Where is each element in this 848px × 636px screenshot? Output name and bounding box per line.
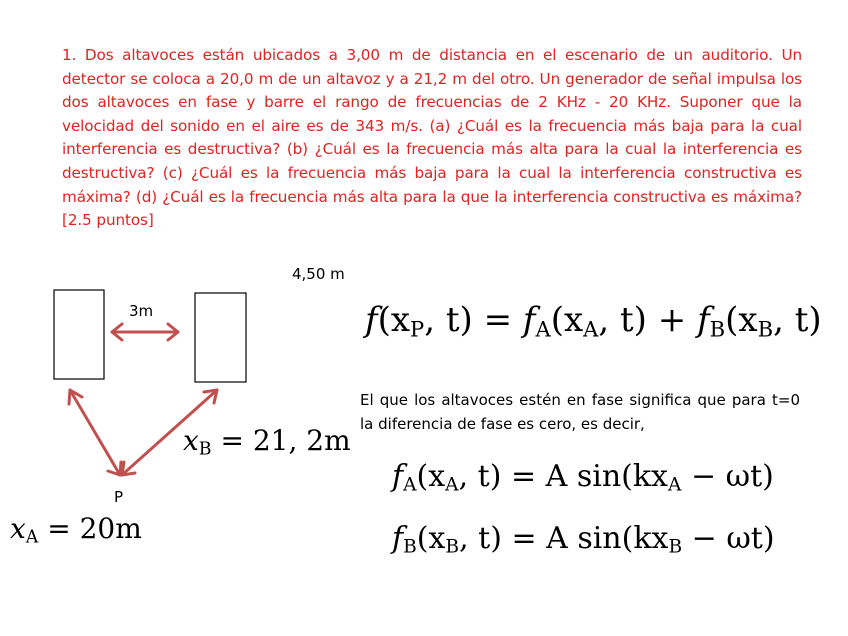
point-p-label: P xyxy=(114,488,124,506)
separation-label: 3m xyxy=(129,302,154,320)
superposition-equation: $f(x_P$, $t) = f_A(x_A$, $t) + f_B(x_B$, t) xyxy=(365,300,822,342)
xa-equation: $x_A = 20m$ xyxy=(10,512,142,548)
wave-b-equation: $f_B(x_B$, t) = A $\sin(kx_B - \omega t)$ xyxy=(392,521,775,558)
problem-statement: 1. Dos altavoces están ubicados a 3,00 m de distancia en el escenario de un auditorio. Un detector se coloca a 20,0 m de un altavoz y a 21,2 m del otro. Un generador de señal impulsa los dos altavoces en fase y barre el rango de frecuencias de 2 KHz - 20 KHz. Suponer que la velocidad del sonido en el aire es de 343 m/s. (a) ¿Cuál es la frecuencia más baja para la cual interferencia es destructiva? (b) ¿Cuál es la frecuencia más alta para la cual la interferencia es destructiva? (c) ¿Cuál es la frecuencia más baja para la cual la interferencia constructiva es máxima? (d) ¿Cuál es la frecuencia más alta para la que la interferencia constructiva es máxima? [2.5 puntos] xyxy=(62,46,802,230)
speaker-b xyxy=(195,293,246,382)
distance-arrow-a xyxy=(69,390,121,475)
wave-a-equation: $f_A(x_A$, t) = A $\sin(kx_A - \omega t)$ xyxy=(392,459,774,496)
stage-width-label: 4,50 m xyxy=(292,265,345,283)
phase-explanation: El que los altavoces estén en fase significa que para t=0 la diferencia de fase es cero, es decir, xyxy=(360,391,800,433)
speaker-a xyxy=(54,290,104,379)
xb-equation: $x_B = 21$, 2m xyxy=(183,424,351,460)
separation-arrow xyxy=(112,324,178,340)
